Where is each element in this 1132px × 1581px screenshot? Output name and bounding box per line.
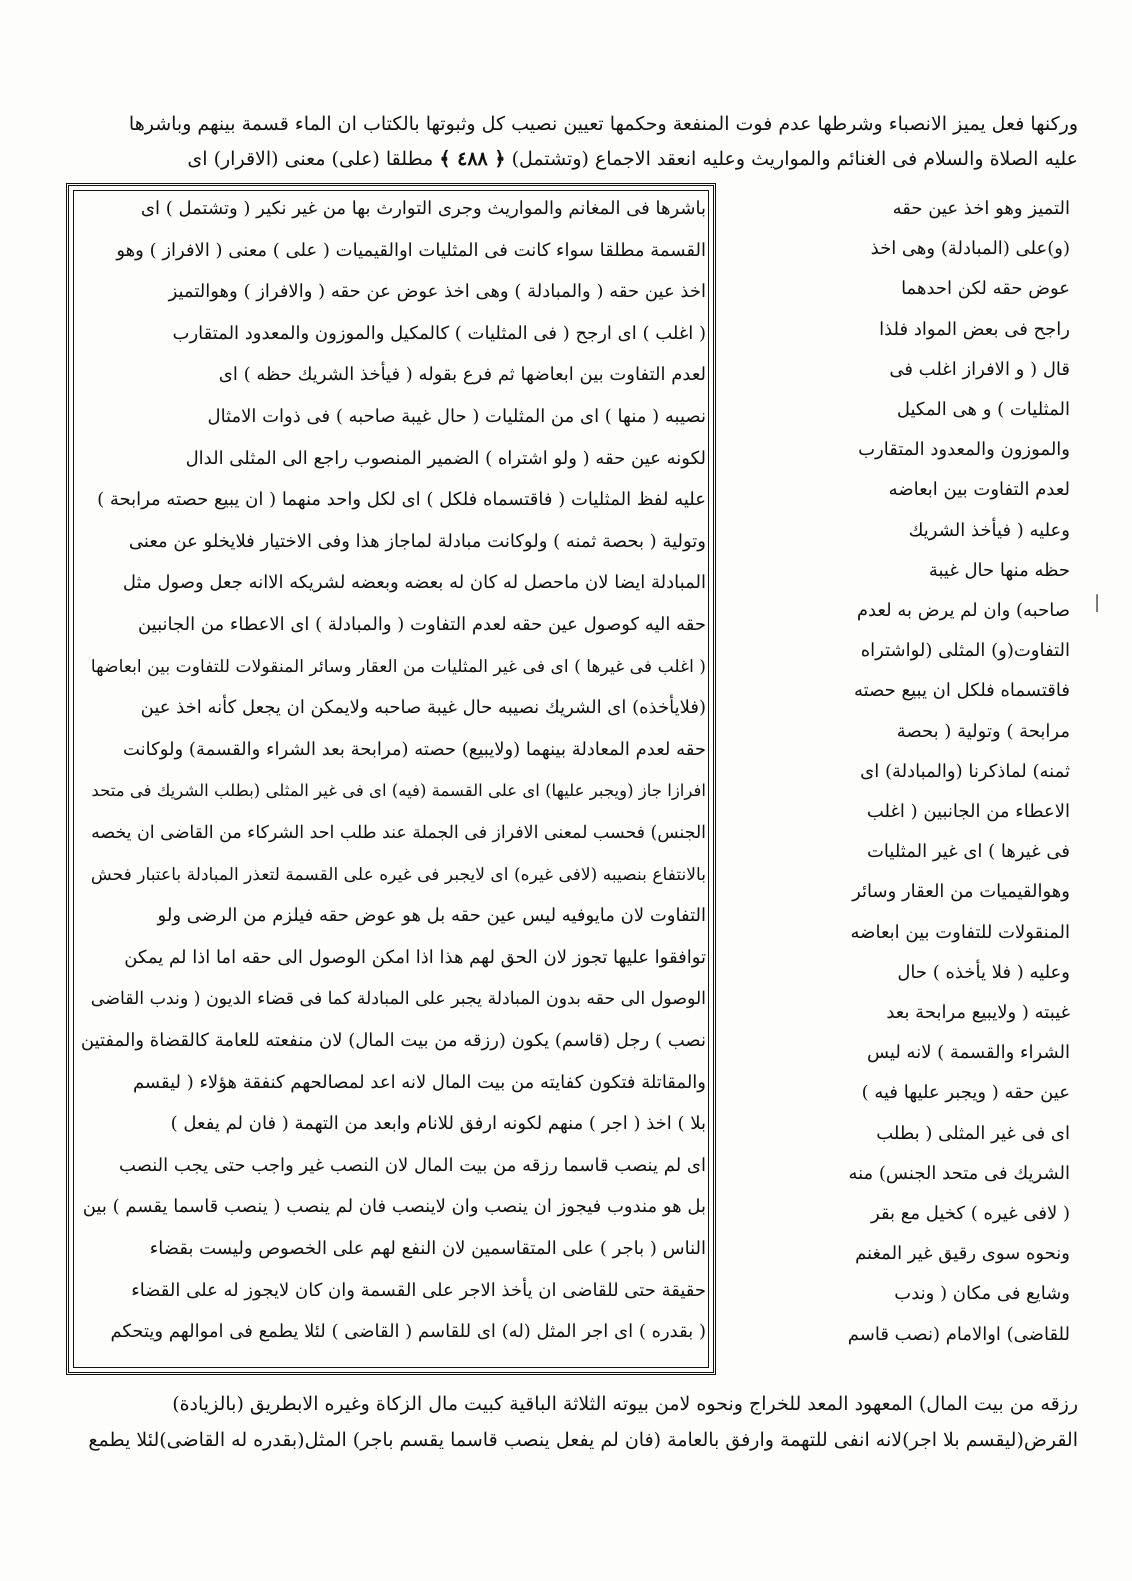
main-text-line: الوصول الى حقه بدون المبادلة يجبر على المبادلة كما فى قضاء الديون ( وندب القاضى — [90, 989, 706, 1010]
side-text-line: غيبته ( ولايبيع مرابحة بعد — [886, 1002, 1070, 1023]
side-text-line: فاقتسماه فلكل ان يبيع حصته — [853, 680, 1070, 702]
main-text-line: بل هو مندوب فيجوز ان ينصب وان لاينصب فان لم ينصب ( ينصب قاسما يقسم ) بين — [82, 1196, 706, 1218]
side-text-line: حظه منها حال غيبة — [928, 559, 1070, 581]
side-text-line: الشراء والقسمة ) لانه ليس — [866, 1042, 1070, 1064]
side-text-line: لعدم التفاوت بين ابعاضه — [888, 479, 1070, 501]
footer-line: القرض(ليقسم بلا اجر)لانه انفى للتهمة وارفق بالعامة (فان لم يفعل ينصب قاسما يقسم باجر) المثل(بقدره له القاضى)لئلا يطمع — [88, 1429, 1078, 1451]
main-text-line: الجنس) فحسب لمعنى الافراز فى الجملة عند طلب احد الشركاء من القاضى ان يخصه — [91, 823, 706, 843]
main-text-line: اى لم ينصب قاسما رزقه من بيت المال لان النصب غير واجب حتى يجب النصب — [118, 1154, 706, 1176]
header-line-1: وركنها فعل يميز الانصباء وشرطها عدم فوت المنفعة وحكمها تعيين نصيب كل وثبوتها بالكتاب ان الماء قسمة بينهم وباشرها — [128, 113, 1078, 135]
side-text-line: وعليه ( فلا يأخذه ) حال — [897, 961, 1070, 983]
side-text-line: ( لافى غيره ) كخيل مع بقر — [871, 1203, 1070, 1224]
main-text-line: توافقوا عليها تجوز لان الحق لهم هذا اذا امكن الوصول الى حقه اما اذا لم يمكن — [124, 946, 706, 968]
main-text-line: حقه لعدم المعادلة بينهما (ولايبيع) حصته (مرابحة بعد الشراء والقسمة) ولوكانت — [123, 738, 706, 760]
main-text-line: ( بقدره ) اى اجر المثل (له) اى للقاسم ( القاضى ) لئلا يطمع فى اموالهم ويتحكم — [110, 1321, 706, 1343]
main-text-line: ( اغلب ) اى ارجح ( فى المثليات ) كالمكيل والموزون والمعدود المتقارب — [172, 322, 706, 344]
main-text-line: نصب ) رجل (قاسم) يكون (رزقه من بيت المال) لان منفعته للعامة كالقضاة والمفتين — [80, 1030, 706, 1051]
side-text-line: للقاضى) اوالامام (نصب قاسم — [847, 1323, 1070, 1345]
side-text-line: مرابحة ) وتولية ( بحصة — [896, 720, 1070, 742]
main-text-line: ( اغلب فى غيرها ) اى فى غير المثليات من العقار وسائر المنقولات للتفاوت بين ابعاضها — [90, 656, 706, 677]
main-text-line: لعدم التفاوت بين ابعاضها ثم فرع بقوله ( فيأخذ الشريك حظه ) اى — [218, 364, 706, 386]
side-text-line: المنقولات للتفاوت بين ابعاضه — [850, 921, 1070, 943]
side-text-line: قال ( و الافراز اغلب فى — [889, 358, 1070, 380]
side-text-line: وعليه ( فيأخذ الشريك — [908, 519, 1070, 541]
side-text-line: صاحبه) وان لم يرض به لعدم — [856, 600, 1070, 621]
side-text-line: عوض حقه لكن احدهما — [901, 278, 1070, 300]
main-text-line: (فلايأخذه) اى الشريك نصيبه حال غيبة صاحبه ولايمكن ان يجعل كأنه اخذ عين — [140, 697, 706, 719]
main-text-line: المبادلة ايضا لان ماحصل له كان له بعضه وبعضه لشريكه الاانه جعل وصول مثل — [122, 572, 706, 594]
side-text-line: اى فى غير المثلى ( بطلب — [876, 1122, 1070, 1144]
main-text-line: لكونه عين حقه ( ولو اشتراه ) الضمير المنصوب راجع الى المثلى الدال — [185, 447, 706, 469]
side-text-line: التميز وهو اخذ عين حقه — [892, 198, 1070, 219]
side-text-line: عين حقه ( ويجبر عليها فيه ) — [861, 1082, 1070, 1104]
main-text-line: وتولية ( بحصة ثمنه ) ولوكانت مبادلة لماجاز هذا وفى الاختيار فلايخلو عن معنى — [128, 530, 706, 552]
side-text-line: وهوالقيميات من العقار وسائر — [852, 881, 1070, 903]
side-text-line: ونحوه سوى رقيق غير المغنم — [855, 1243, 1070, 1265]
main-text-line: اخذ عين حقه ( والمبادلة ) وهى اخذ عوض عن حقه ( والافراز ) وهوالتميز — [168, 281, 706, 303]
side-text-line: الاعطاء من الجانبين ( اغلب — [866, 801, 1070, 822]
main-text-line: والمقاتلة فتكون كفايته من بيت المال لانه اعد لمصالحهم كنفقة هؤلاء ( ليقسم — [132, 1071, 706, 1093]
header-line-2-end: مطلقا (على) معنى (الاقرار) اى — [187, 148, 434, 170]
main-text-line: افرازا جاز (ويجبر عليها) اى على القسمة (فيه) اى فى غير المثلى (بطلب الشريك فى متحد — [91, 781, 706, 801]
main-text-line: الناس ( باجر ) على المتقاسمين لان النفع لهم على الخصوص وليست بقضاء — [149, 1238, 706, 1259]
margin-mark: | — [1094, 592, 1101, 613]
main-text-line: حقه اليه كوصول عين حقه لعدم التفاوت ( والمبادلة ) اى الاعطاء من الجانبين — [137, 614, 706, 635]
side-text-line: وشايع فى مكان ( وندب — [894, 1283, 1070, 1305]
main-text-line: القسمة مطلقا سواء كانت فى المثليات اوالقيميات ( على ) معنى ( الافراز ) وهو — [116, 239, 706, 261]
main-text-line: حقيقة حتى للقاضى ان يأخذ الاجر على القسمة وان كان لايجوز له على القضاء — [131, 1279, 706, 1301]
side-text-line: المثليات ) و هى المكيل — [896, 399, 1070, 420]
main-text-line: عليه لفظ المثليات ( فاقتسماه فلكل ) اى لكل واحد منهما ( ان يبيع حصته مرابحة ) — [97, 489, 706, 511]
main-text-line: باشرها فى المغانم والمواريث وجرى التوارث بها من غير نكير ( وتشتمل ) اى — [140, 198, 706, 219]
side-text-line: (و)على (المبادلة) وهى اخذ — [870, 238, 1070, 260]
side-text-line: والموزون والمعدود المتقارب — [858, 439, 1070, 461]
main-text-line: نصيبه ( منها ) اى من المثليات ( حال غيبة صاحبه ) فى ذوات الامثال — [207, 406, 706, 427]
header-line-2-start: عليه الصلاة والسلام فى الغنائم والمواريث وعليه انعقد الاجماع (وتشتمل) — [511, 148, 1078, 170]
footer-line: رزقه من بيت المال) المعهود المعد للخراج ونحوه لامن بيوته الثلاثة الباقية كبيت مال الزكاة وغيره الابطريق (بالزيادة) — [172, 1393, 1078, 1415]
side-text-line: الشريك فى متحد الجنس) منه — [848, 1162, 1070, 1184]
main-text-line: التفاوت لان مايوفيه ليس عين حقه بل هو عوض حقه فيلزم من الرضى ولو — [157, 905, 706, 927]
page-number: ﴿ ٤٨٨ ﴾ — [439, 148, 506, 170]
side-text-line: التفاوت(و) المثلى (لواشتراه — [860, 640, 1070, 662]
main-text-line: بالانتفاع بنصيبه (لافى غيره) اى لايجبر فى غيره على القسمة لتعذر المبادلة باعتبار فحش — [90, 864, 706, 885]
main-text-line: بلا ) اخذ ( اجر ) منهم لكونه ارفق للانام وابعد من التهمة ( فان لم يفعل ) — [170, 1113, 706, 1135]
side-text-line: راجح فى بعض المواد فلذا — [879, 318, 1070, 340]
side-text-line: فى غيرها ) اى غير المثليات — [866, 841, 1070, 863]
side-text-line: ثمنه) لماذكرنا (والمبادلة) اى — [860, 760, 1070, 782]
header-line-2 — [78, 145, 1078, 173]
